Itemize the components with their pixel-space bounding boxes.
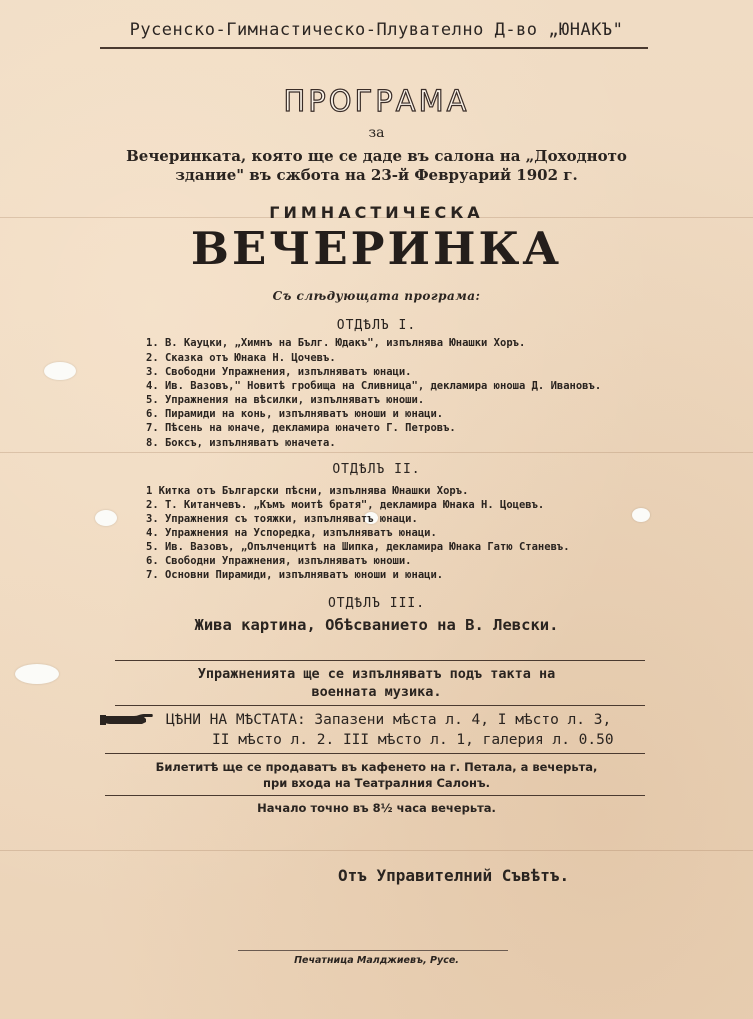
list-item: 7. Основни Пирамиди, изпълняватъ юноши и юнаци. xyxy=(146,569,444,581)
list-item: 4. Упражнения на Успоредка, изпълняватъ юнаци. xyxy=(146,527,437,539)
list-item: 4. Ив. Вазовъ," Новитѣ гробища на Сливница", декламира юноша Д. Ивановъ. xyxy=(146,380,602,392)
section-heading: ОТДѢЛЪ III. xyxy=(327,596,426,611)
tickets-line-1: Билетитѣ ще се продаватъ въ кафенето на г. Петала, а вечерьта, xyxy=(155,760,598,774)
list-item: 1 Китка отъ Български пѣсни, изпълнява Юнашки Хоръ. xyxy=(146,485,469,497)
divider xyxy=(105,753,645,754)
music-note-line-2: военната музика. xyxy=(311,684,442,700)
section-heading: ОТДѢЛЪ II. xyxy=(332,462,421,477)
prices-line-2: II мѣсто л. 2. III мѣсто л. 1, галерия л. 0.50 xyxy=(212,732,614,748)
prices-line-1: ЦѢНИ НА МѢСТАТА: Запазени мѣста л. 4, I мѣсто л. 3, xyxy=(166,712,612,728)
tickets-line-2: при входа на Театралния Салонъ. xyxy=(263,776,490,790)
gymnastic-heading: ГИМНАСТИЧЕСКА xyxy=(269,203,484,222)
list-item: 6. Свободни Упражнения, изпълняватъ юноши. xyxy=(146,555,412,567)
signature: Отъ Управителний Съвѣтъ. xyxy=(338,866,570,885)
divider xyxy=(105,795,645,796)
living-picture: Жива картина, Обѣсванието на В. Левски. xyxy=(194,616,559,634)
list-item: 6. Пирамиди на конь, изпълняватъ юноши и юнаци. xyxy=(146,408,444,420)
list-item: 3. Свободни Упражнения, изпълняватъ юнаци. xyxy=(146,366,412,378)
list-item: 2. Сказка отъ Юнака Н. Цочевъ. xyxy=(146,352,336,364)
list-item: 8. Боксъ, изпълняватъ юначета. xyxy=(146,437,336,449)
fold-line xyxy=(0,452,753,453)
divider xyxy=(115,705,645,706)
list-item: 2. Т. Китанчевъ. „Къмъ моитѣ братя", декламира Юнака Н. Цоцевъ. xyxy=(146,499,545,511)
section-heading: ОТДѢЛЪ I. xyxy=(336,318,417,333)
for-word: за xyxy=(368,125,385,141)
list-item: 7. Пѣсень на юначе, декламира юначето Г. Петровъ. xyxy=(146,422,456,434)
fold-line xyxy=(0,850,753,851)
printer-rule xyxy=(238,950,508,951)
society-name: Русенско-Гимнастическо-Плувателно Д-во „ЮНАКЪ" xyxy=(129,20,624,40)
punch-hole xyxy=(44,362,76,380)
list-item: 5. Упражнения на вѣсилки, изпълняватъ юноши. xyxy=(146,394,425,406)
following-program-caption: Съ слѣдующата програма: xyxy=(272,289,481,303)
list-item: 1. В. Кауцки, „Химнъ на Бълг. Юдакъ", изпълнява Юнашки Хоръ. xyxy=(146,337,526,349)
start-time: Начало точно въ 8½ часа вечерьта. xyxy=(257,801,496,815)
divider xyxy=(115,660,645,661)
intro-line-2: здание" въ сжбота на 23-й Февруарий 1902 г. xyxy=(175,166,578,184)
evening-heading: ВЕЧЕРИНКА xyxy=(190,222,563,275)
list-item: 5. Ив. Вазовъ, „Опълченцитѣ на Шипка, декламира Юнака Гатю Станевъ. xyxy=(146,541,570,553)
list-item: 3. Упражнения съ тояжки, изпълняватъ юнаци. xyxy=(146,513,418,525)
program-title: ПРОГРАМА xyxy=(283,84,470,118)
pointing-hand-icon xyxy=(100,710,154,728)
punch-hole xyxy=(632,508,650,522)
printer-name: Печатница Малджиевъ, Русе. xyxy=(294,955,459,966)
intro-line-1: Вечеринката, която ще се даде въ салона на „Доходното xyxy=(126,147,627,165)
header-rule xyxy=(100,47,648,49)
music-note-line-1: Упражненията ще се изпълняватъ подъ такта на xyxy=(197,666,556,682)
punch-hole xyxy=(95,510,117,526)
